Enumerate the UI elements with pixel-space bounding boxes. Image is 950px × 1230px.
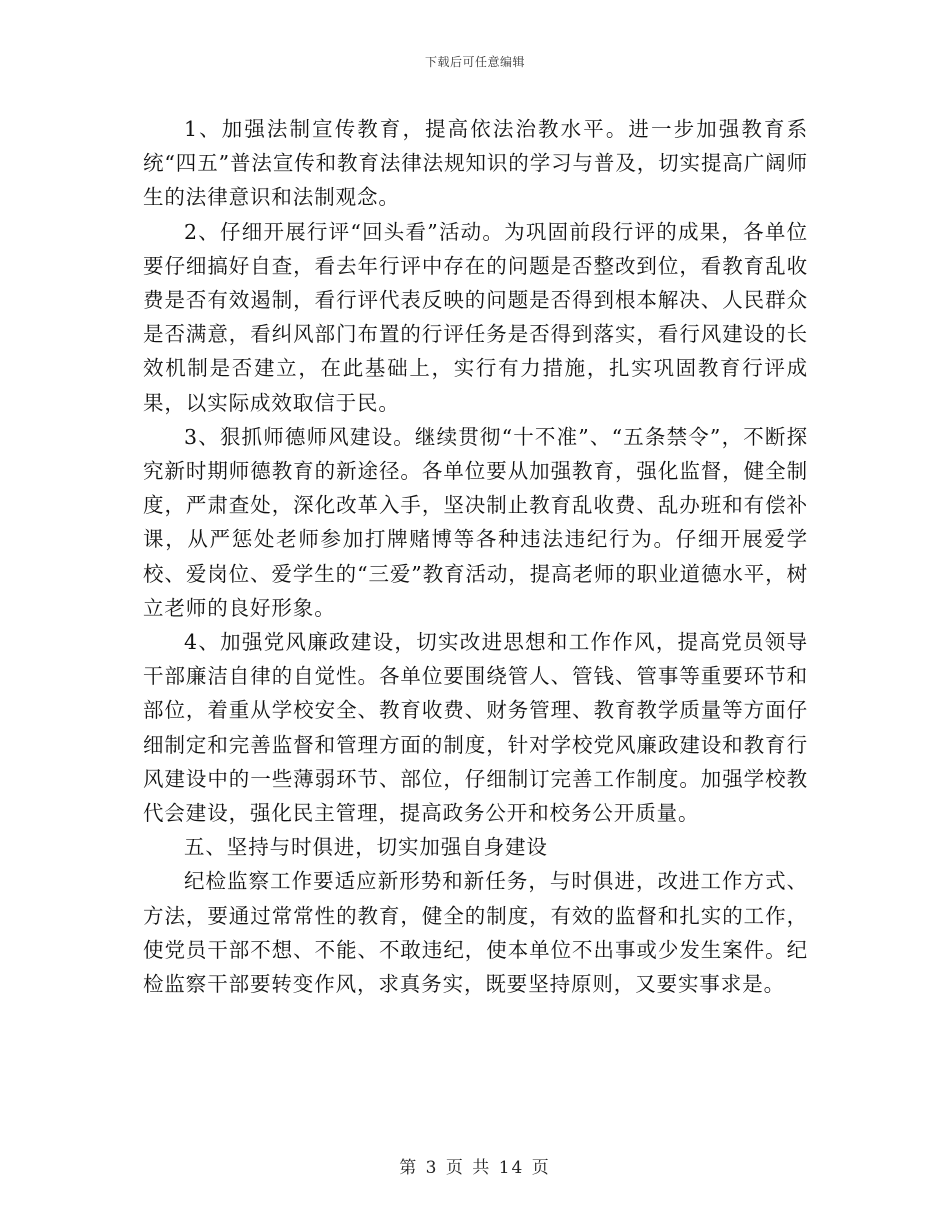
paragraph-item-2: 2、仔细开展行评“回头看”活动。为巩固前段行评的成果，各单位要仔细搞好自查，看去年行评中存在的问题是否整改到位，看教育乱收费是否有效遏制，看行评代表反映的问题是否得到根本解决、人民群众是否满意，看纠风部门布置的行评任务是否得到落实，看行风建设的长效机制是否建立，在此基础上，实行有力措施，扎实巩固教育行评成果，以实际成效取信于民。 [143,219,808,415]
paragraph-item-1: 1、加强法制宣传教育，提高依法治教水平。进一步加强教育系统“四五”普法宣传和教育法律法规知识的学习与普及，切实提高广阔师生的法律意识和法制观念。 [143,117,808,210]
page-number-footer: 第 3 页 共 14 页 [399,1158,551,1178]
page-header-note: 下载后可任意编辑 [424,55,525,69]
document-body [143,112,808,1001]
paragraph-discipline-inspection: 纪检监察工作要适应新形势和新任务，与时俱进，改进工作方式、方法，要通过常常性的教育，健全的制度，有效的监督和扎实的工作，使党员干部不想、不能、不敢违纪，使本单位不出事或少发生案件。纪检监察干部要转变作风，求真务实，既要坚持原则，又要实事求是。 [143,869,808,997]
paragraph-item-3: 3、狠抓师德师风建设。继续贯彻“十不准”、“五条禁令”，不断探究新时期师德教育的新途径。各单位要从加强教育，强化监督，健全制度，严肃查处，深化改革入手，坚决制止教育乱收费、乱办班和有偿补课，从严惩处老师参加打牌赌博等各种违法违纪行为。仔细开展爱学校、爱岗位、爱学生的“三爱”教育活动，提高老师的职业道德水平，树立老师的良好形象。 [143,424,808,620]
section-heading-5: 五、坚持与时俱进，切实加强自身建设 [184,835,548,860]
paragraph-item-4: 4、加强党风廉政建设，切实改进思想和工作作风，提高党员领导干部廉洁自律的自觉性。各单位要围绕管人、管钱、管事等重要环节和部位，着重从学校安全、教育收费、财务管理、教育教学质量等方面仔细制定和完善监督和管理方面的制度，针对学校党风廉政建设和教育行风建设中的一些薄弱环节、部位，仔细制订完善工作制度。加强学校教代会建设，强化民主管理，提高政务公开和校务公开质量。 [143,630,808,826]
